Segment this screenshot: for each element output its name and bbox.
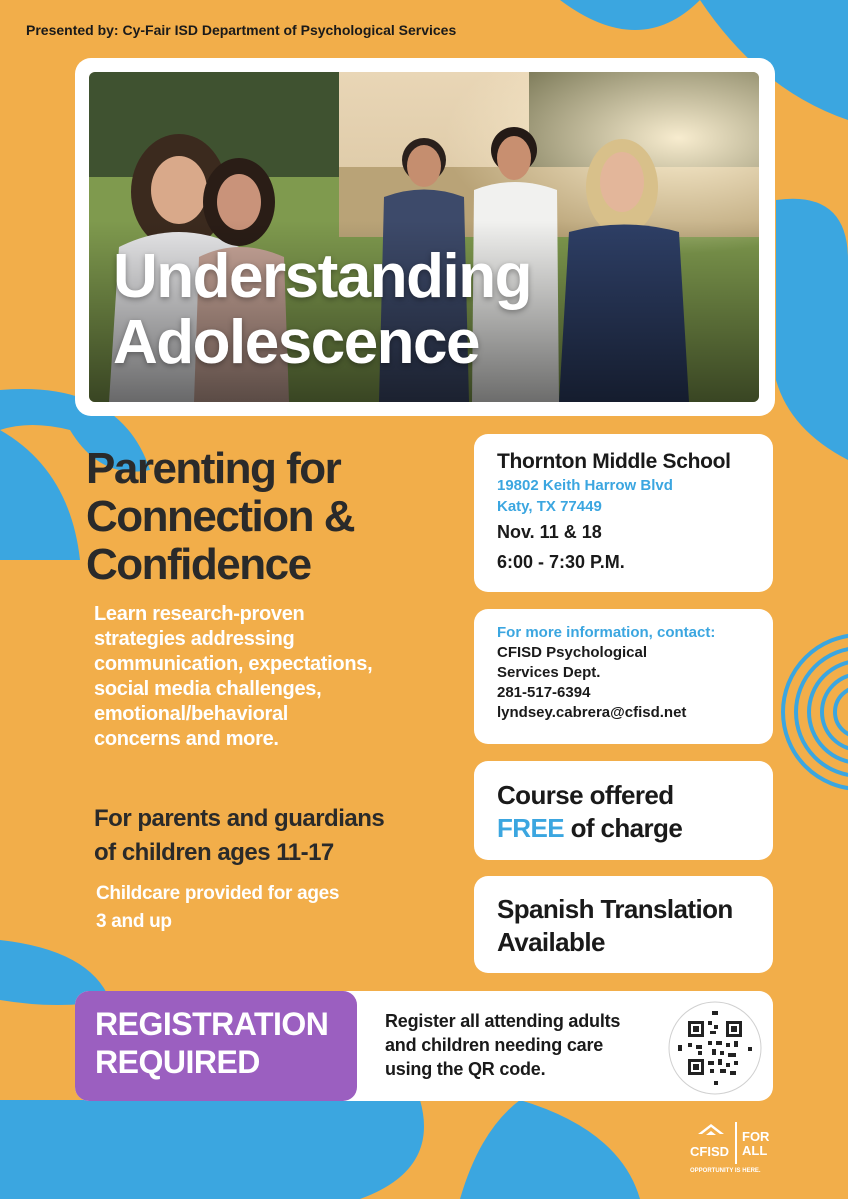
main-title xyxy=(113,244,753,376)
description-line: Learn research-proven xyxy=(94,603,305,625)
audience-line2: of children ages 11-17 xyxy=(94,839,334,866)
event-time: 6:00 - 7:30 P.M. xyxy=(497,552,625,572)
logo-wordmark: CFISD xyxy=(690,1144,729,1159)
description-line: social media challenges, xyxy=(94,678,322,700)
subtitle-line1: Parenting for xyxy=(86,444,341,493)
school-name: Thornton Middle School xyxy=(497,450,731,473)
cfisd-logo xyxy=(690,1120,780,1180)
address-line1: 19802 Keith Harrow Blvd xyxy=(497,477,673,494)
registration-text3: using the QR code. xyxy=(385,1059,546,1079)
translation-line2: Available xyxy=(497,927,605,957)
translation-line1: Spanish Translation xyxy=(497,894,733,924)
event-dates: Nov. 11 & 18 xyxy=(497,522,602,542)
contact-org1: CFISD Psychological xyxy=(497,644,648,661)
house-logo-icon xyxy=(696,1122,726,1142)
description xyxy=(94,602,439,752)
childcare-note xyxy=(96,880,396,936)
course-line2-rest: of charge xyxy=(563,813,683,843)
contact-phone[interactable]: 281-517-6394 xyxy=(497,684,591,701)
subtitle xyxy=(86,445,456,589)
address-line2: Katy, TX 77449 xyxy=(497,498,602,515)
logo-tagline: OPPORTUNITY IS HERE. xyxy=(690,1168,761,1174)
subtitle-line2: Connection & xyxy=(86,492,354,541)
description-line: emotional/behavioral xyxy=(94,703,289,725)
audience-line1: For parents and guardians xyxy=(94,805,385,832)
registration-text1: Register all attending adults xyxy=(385,1011,621,1031)
contact-heading: For more information, contact: xyxy=(497,624,716,641)
registration-text2: and children needing care xyxy=(385,1035,604,1055)
qr-code-icon[interactable] xyxy=(668,1001,762,1095)
main-title-line1: Understanding xyxy=(113,242,531,311)
childcare-line1: Childcare provided for ages xyxy=(96,883,340,904)
logo-for-line2: ALL xyxy=(742,1143,768,1158)
subtitle-line3: Confidence xyxy=(86,540,311,589)
main-title-line2: Adolescence xyxy=(113,308,480,377)
audience xyxy=(94,802,454,870)
description-line: strategies addressing xyxy=(94,628,295,650)
free-highlight: FREE xyxy=(497,813,564,843)
presenter-line: Presented by: Cy-Fair ISD Department of Psychological Services xyxy=(26,22,457,38)
location-card xyxy=(474,434,773,592)
logo-divider xyxy=(735,1122,737,1164)
description-line: communication, expectations, xyxy=(94,653,373,675)
registration-required-badge xyxy=(75,991,357,1101)
registration-label1: REGISTRATION xyxy=(95,1006,329,1042)
logo-for-all xyxy=(742,1130,782,1158)
contact-email[interactable]: lyndsey.cabrera@cfisd.net xyxy=(497,704,687,721)
course-line2 xyxy=(497,812,773,845)
description-line: concerns and more. xyxy=(94,728,279,750)
contact-org2: Services Dept. xyxy=(497,664,601,681)
contact-card xyxy=(474,609,773,744)
registration-label2: REQUIRED xyxy=(95,1044,260,1080)
course-line1: Course offered xyxy=(497,780,674,810)
childcare-line2: 3 and up xyxy=(96,911,172,932)
translation-card xyxy=(474,876,773,973)
free-course-card xyxy=(474,761,773,860)
logo-for-line1: FOR xyxy=(742,1129,770,1144)
registration-instructions xyxy=(385,1009,665,1081)
